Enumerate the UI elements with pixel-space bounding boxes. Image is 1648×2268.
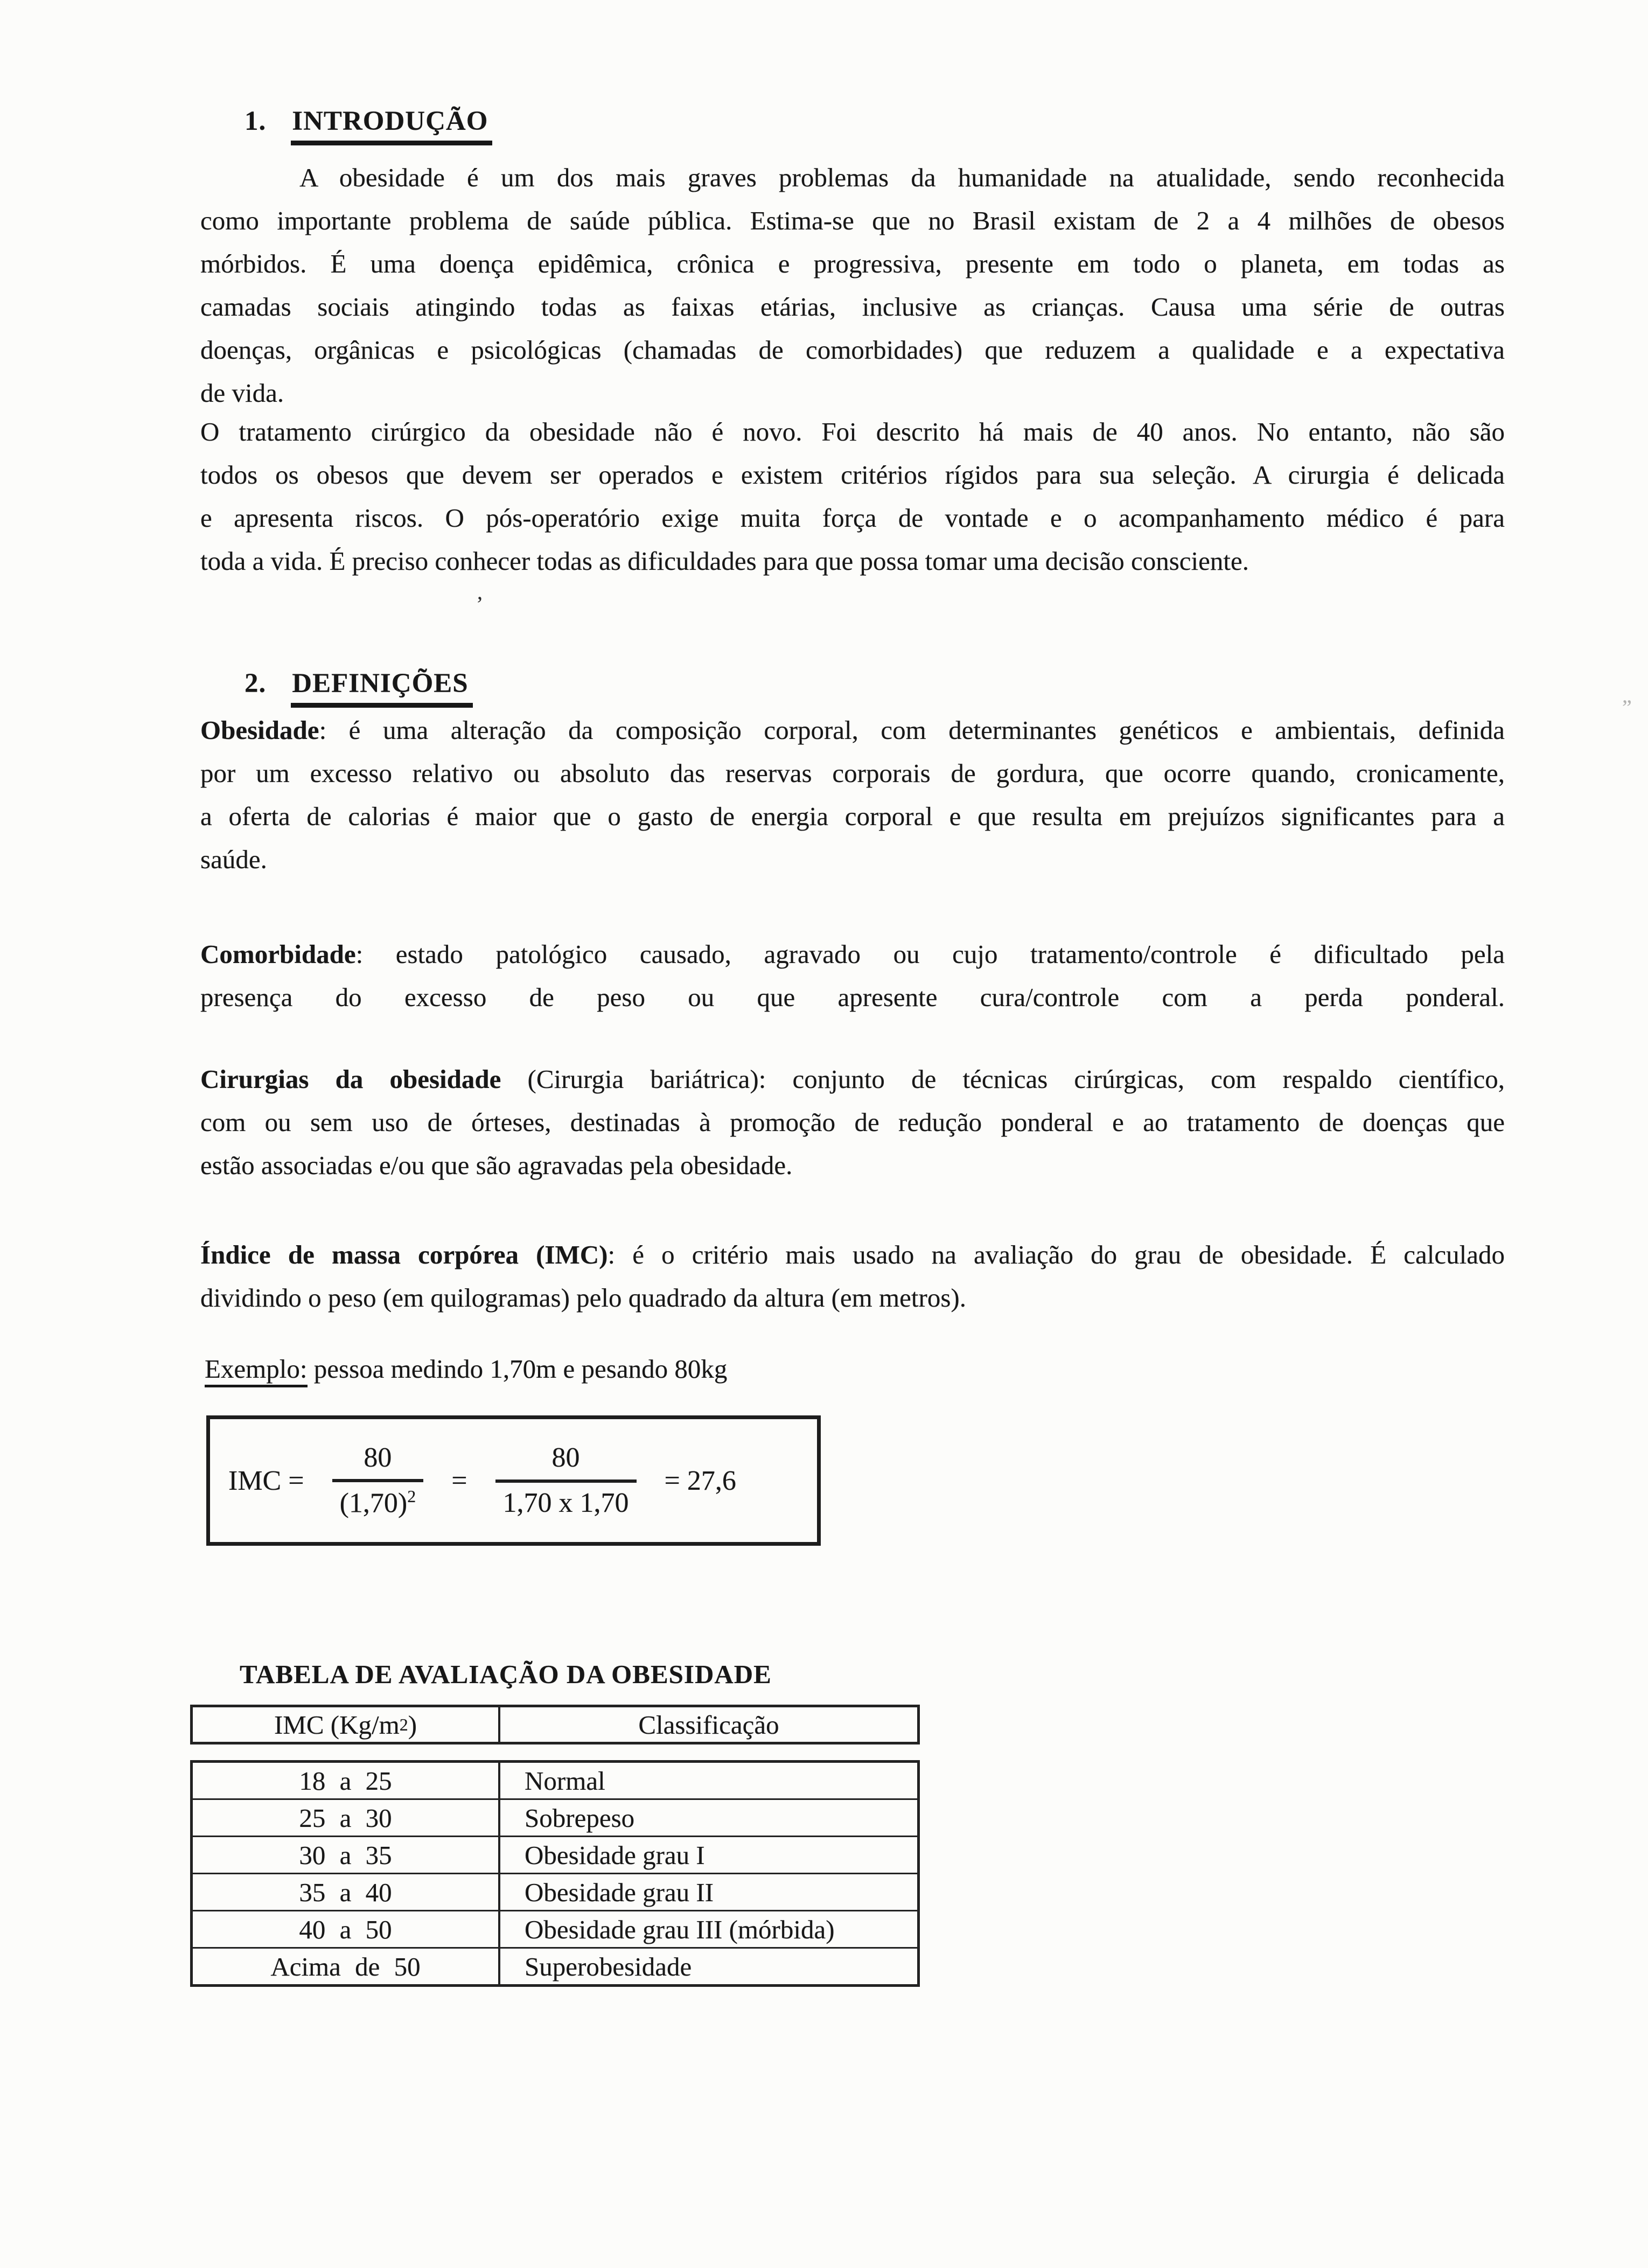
cell-imc-range: 25 a 30 — [193, 1800, 500, 1836]
cell-imc-range: 30 a 35 — [193, 1837, 500, 1873]
header-imc-text: IMC (Kg/m — [274, 1709, 400, 1740]
imc-formula-box — [206, 1415, 821, 1546]
formula-result: = 27,6 — [664, 1465, 736, 1496]
fraction-numerator: 80 — [551, 1442, 580, 1474]
definition-text: : é o critério mais usado na avaliação do grau de obesidade. É calculado — [607, 1240, 1505, 1269]
formula-fraction-1 — [332, 1442, 424, 1520]
table-row — [193, 1874, 917, 1911]
table-row — [193, 1837, 917, 1874]
cell-classification: Obesidade grau I — [525, 1840, 705, 1870]
section-title: DEFINIÇÕES — [291, 668, 472, 708]
header-imc-exponent: 2 — [399, 1714, 408, 1734]
cell-imc-range: 35 a 40 — [193, 1874, 500, 1910]
scan-speck: ’ — [476, 592, 484, 616]
text-line: saúde. — [200, 845, 267, 874]
exemplo-text: pessoa medindo 1,70m e pesando 80kg — [307, 1354, 728, 1384]
cell-imc-range: 40 a 50 — [193, 1911, 500, 1947]
definition-obesidade — [200, 709, 1505, 881]
definition-term: Obesidade — [200, 715, 319, 745]
text-line: camadas sociais atingindo todas as faixas etárias, inclusive as crianças. Causa uma série de outras — [200, 292, 1505, 322]
definition-term: Cirurgias da obesidade — [200, 1064, 501, 1094]
header-cell-imc — [193, 1707, 500, 1742]
text-line — [200, 1233, 1505, 1276]
text-line — [200, 709, 1505, 752]
cell-classification: Normal — [525, 1765, 605, 1796]
text-line: mórbidos. É uma doença epidêmica, crônica e progressiva, presente em todo o planeta, em todas as — [200, 249, 1505, 278]
definition-term: Índice de massa corpórea (IMC) — [200, 1240, 608, 1269]
table-row — [193, 1949, 917, 1984]
text-line: O tratamento cirúrgico da obesidade não é novo. Foi descrito há mais de 40 anos. No entanto, não são — [200, 417, 1505, 446]
fraction-denominator — [332, 1479, 424, 1519]
table-row — [193, 1911, 917, 1949]
section-heading-introducao — [245, 106, 492, 145]
section-number: 1. — [245, 106, 267, 136]
table-row — [193, 1800, 917, 1837]
text-line — [205, 1348, 1509, 1391]
text-line: a oferta de calorias é maior que o gasto de energia corporal e que resulta em prejuízos significantes para a — [200, 801, 1505, 831]
cell-classification: Obesidade grau III (mórbida) — [525, 1914, 835, 1944]
text-line — [200, 933, 1505, 976]
text-line: dividindo o peso (em quilogramas) pelo quadrado da altura (em metros). — [200, 1283, 966, 1313]
denominator-base: (1,70) — [339, 1488, 408, 1519]
text-line: por um excesso relativo ou absoluto das reservas corporais de gordura, que ocorre quando, cronicamente, — [200, 758, 1505, 788]
text-line: presença do excesso de peso ou que apresente cura/controle com a perda ponderal. — [200, 982, 1505, 1012]
intro-paragraph-1 — [200, 156, 1505, 415]
section-heading-definicoes — [245, 668, 473, 708]
text-line: A obesidade é um dos mais graves problemas da humanidade na atualidade, sendo reconhecida — [299, 163, 1505, 192]
table-body — [190, 1760, 920, 1987]
scan-speck: ” — [1622, 695, 1632, 720]
table-row — [193, 1763, 917, 1800]
definition-text: : estado patológico causado, agravado ou cujo tratamento/controle é dificultado pela — [355, 939, 1505, 969]
text-line: e apresenta riscos. O pós-operatório exige muita força de vontade e o acompanhamento médico é para — [200, 503, 1505, 533]
denominator-exponent: 2 — [407, 1487, 416, 1506]
text-line — [200, 1058, 1505, 1101]
definition-text: : é uma alteração da composição corporal, com determinantes genéticos e ambientais, definida — [319, 715, 1505, 745]
section-number: 2. — [245, 668, 267, 699]
definition-cirurgias — [200, 1058, 1505, 1187]
section-title: INTRODUÇÃO — [291, 106, 492, 145]
formula-equals: = — [451, 1465, 467, 1496]
table-title: TABELA DE AVALIAÇÃO DA OBESIDADE — [240, 1659, 772, 1689]
text-line: estão associadas e/ou que são agravadas pela obesidade. — [200, 1150, 793, 1180]
text-line: de vida. — [200, 378, 284, 408]
definition-text: (Cirurgia bariátrica): conjunto de técnicas cirúrgicas, com respaldo científico, — [501, 1064, 1505, 1094]
header-cell-classificacao: Classificação — [638, 1709, 779, 1740]
text-line: com ou sem uso de órteses, destinadas à promoção de redução ponderal e ao tratamento de doenças que — [200, 1107, 1505, 1137]
cell-classification: Sobrepeso — [525, 1803, 635, 1833]
cell-imc-range: 18 a 25 — [193, 1763, 500, 1798]
text-line: todos os obesos que devem ser operados e existem critérios rígidos para sua seleção. A cirurgia é delicada — [200, 460, 1505, 490]
intro-paragraph-2 — [200, 410, 1505, 583]
formula-lhs: IMC = — [228, 1465, 304, 1496]
formula-fraction-2 — [495, 1442, 637, 1519]
table-header-row — [190, 1705, 920, 1744]
exemplo-label: Exemplo: — [205, 1354, 308, 1387]
fraction-numerator: 80 — [364, 1442, 392, 1473]
definition-comorbidade — [200, 933, 1505, 1019]
definition-imc — [200, 1233, 1505, 1320]
fraction-denominator: 1,70 x 1,70 — [495, 1480, 637, 1519]
text-line: toda a vida. É preciso conhecer todas as dificuldades para que possa tomar uma decisão consciente. — [200, 546, 1249, 576]
definition-term: Comorbidade — [200, 939, 356, 969]
header-imc-close: ) — [408, 1709, 417, 1740]
cell-classification: Superobesidade — [525, 1951, 692, 1981]
text-line: doenças, orgânicas e psicológicas (chamadas de comorbidades) que reduzem a qualidade e a expectativa — [200, 335, 1505, 365]
cell-classification: Obesidade grau II — [525, 1877, 714, 1907]
exemplo-line — [205, 1348, 1509, 1391]
cell-imc-range: Acima de 50 — [193, 1949, 500, 1984]
text-line: como importante problema de saúde pública. Estima-se que no Brasil existam de 2 a 4 milhões de obesos — [200, 206, 1505, 235]
